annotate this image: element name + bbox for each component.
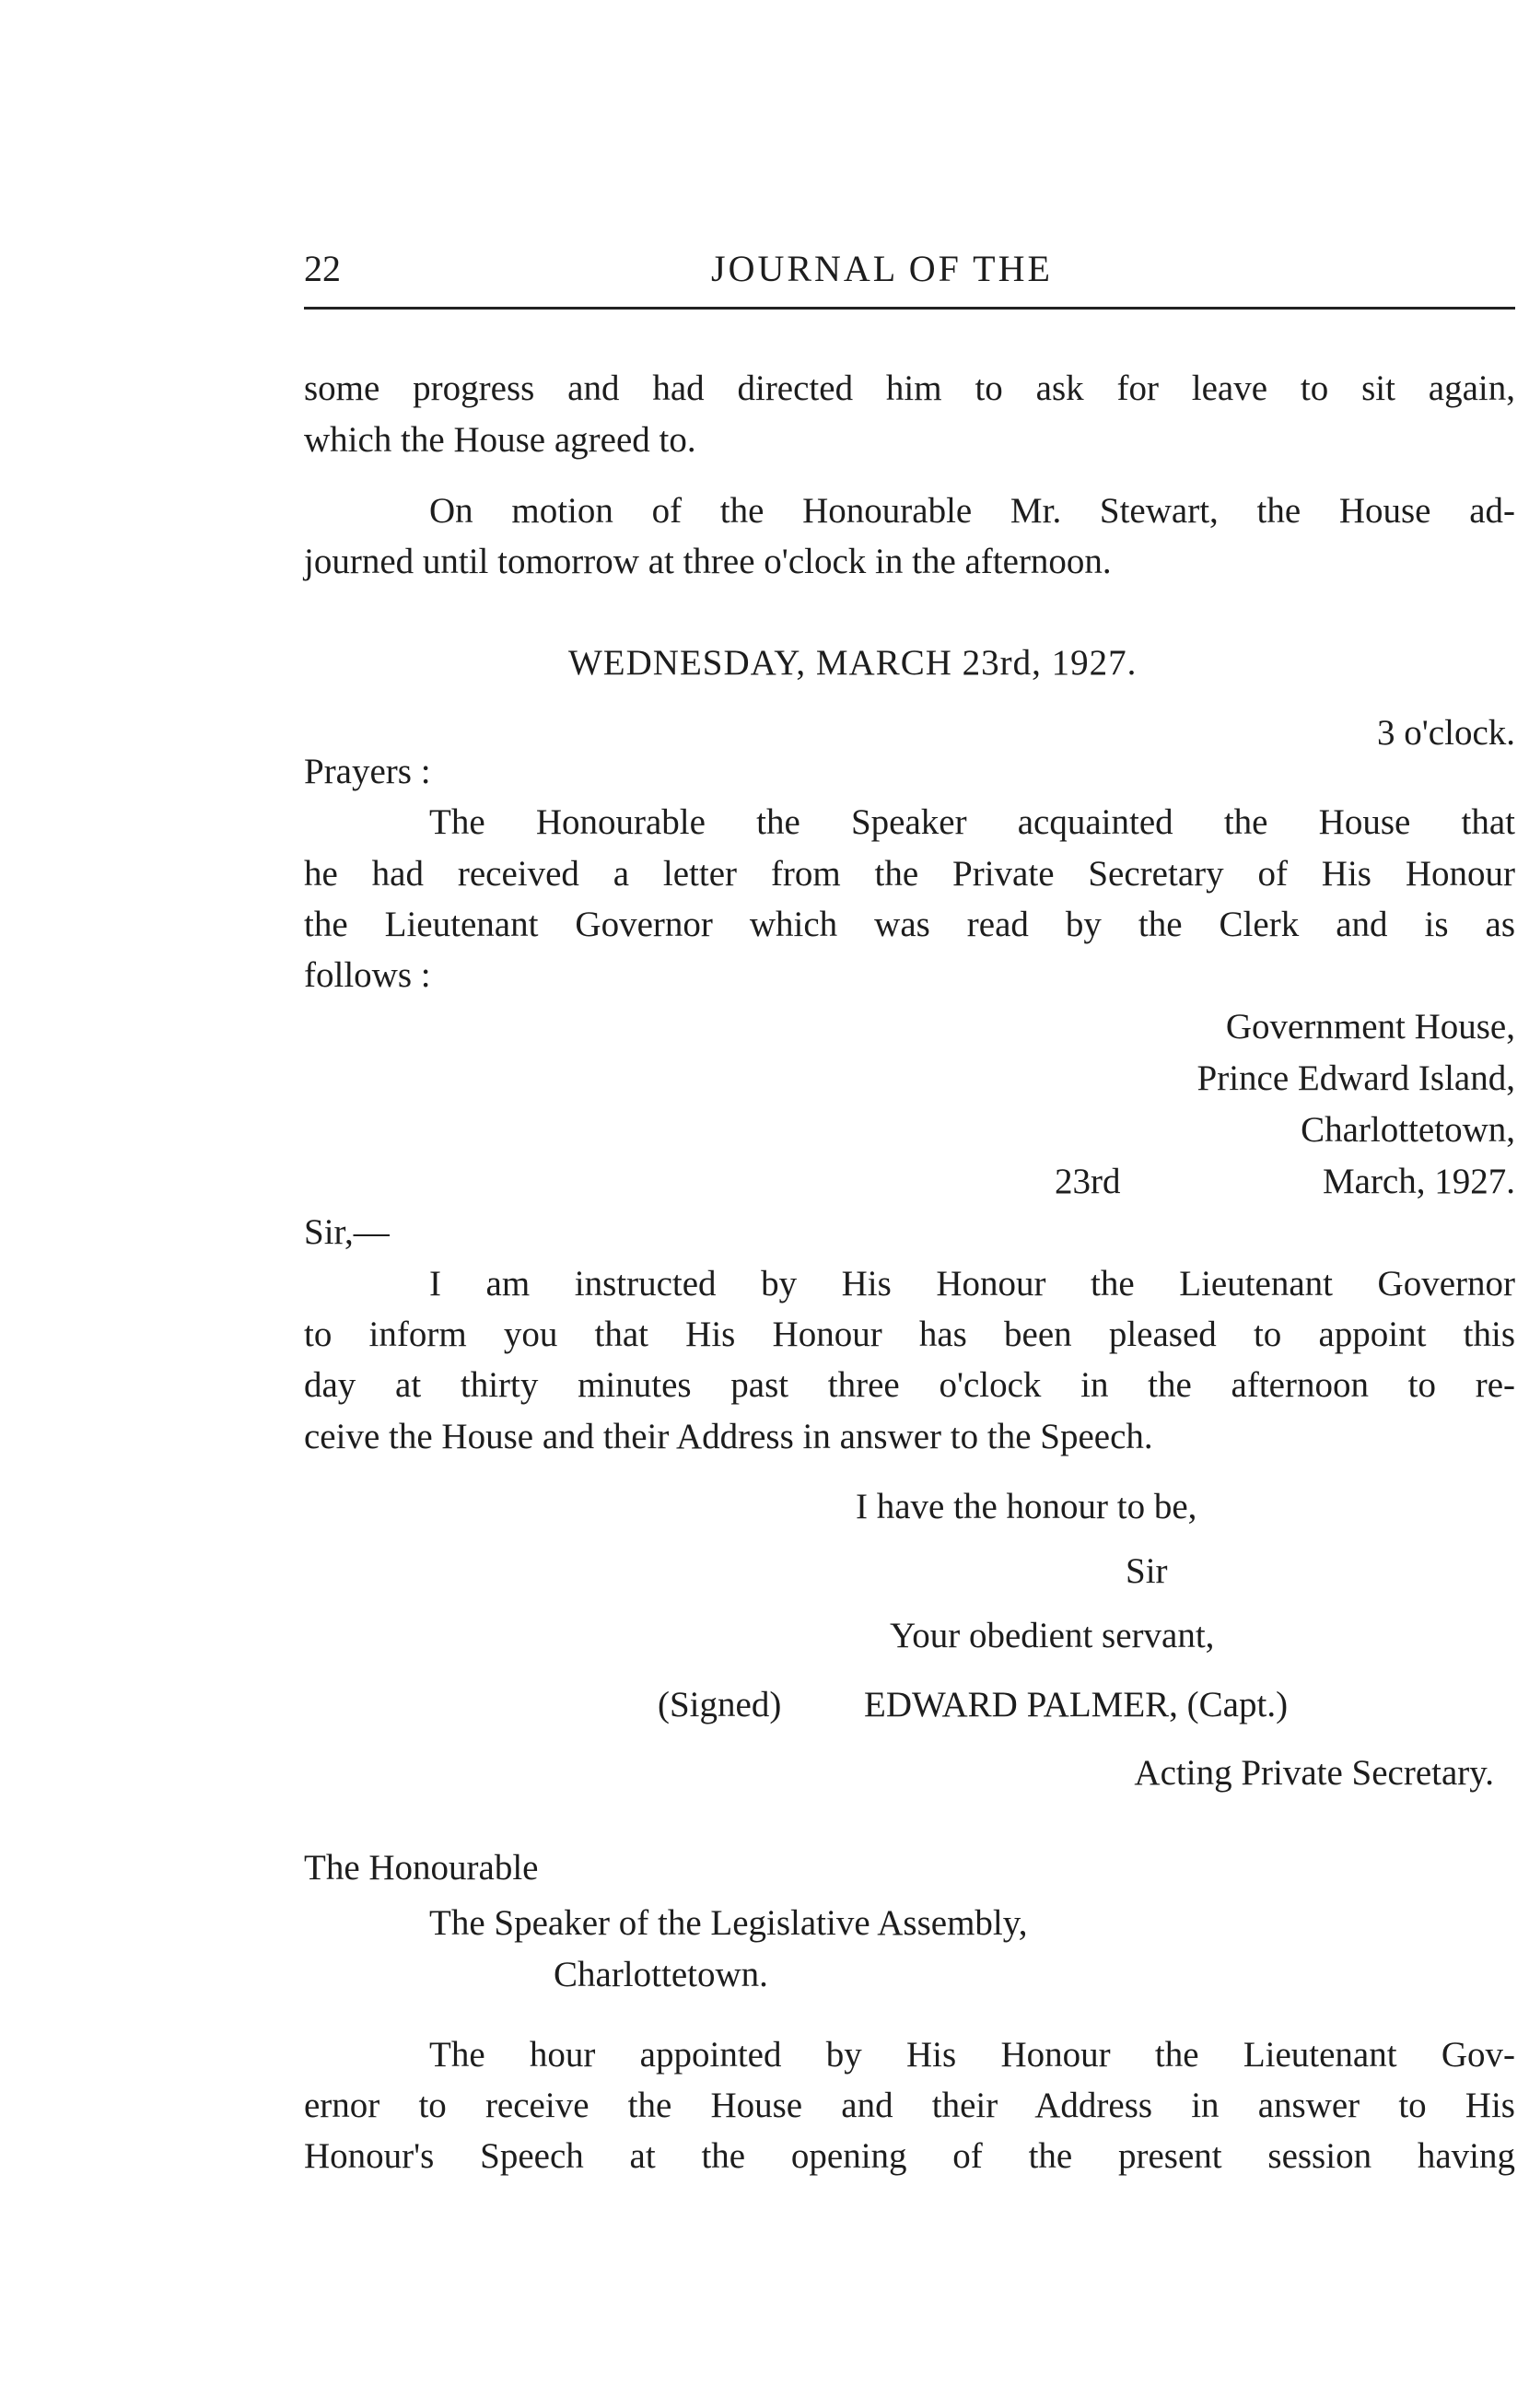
letter-address-line-2: Prince Edward Island, — [1196, 1058, 1515, 1098]
page-number: 22 — [304, 248, 341, 289]
closing-paragraph-line-3: Honour's Speech at the opening of the present session having — [304, 2136, 1515, 2176]
letter-closing-line-3: Your obedient servant, — [890, 1616, 1215, 1655]
letter-body-line-1: I am instructed by His Honour the Lieutenant Governor — [429, 1264, 1515, 1303]
letter-signatory: EDWARD PALMER, (Capt.) — [864, 1685, 1289, 1724]
letter-body-line-3: day at thirty minutes past three o'clock in the afternoon to re- — [304, 1365, 1515, 1405]
motion-line-2: journed until tomorrow at three o'clock in the afternoon. — [304, 542, 1112, 581]
signed-label: (Signed) — [658, 1685, 782, 1724]
recipient-line-2: The Speaker of the Legislative Assembly, — [429, 1903, 1028, 1943]
letter-body-line-4: ceive the House and their Address in answer to the Speech. — [304, 1417, 1153, 1456]
session-time: 3 o'clock. — [1377, 713, 1515, 753]
continuation-line-1: some progress and had directed him to ask for leave to sit again, — [304, 368, 1515, 408]
letter-closing-line-2: Sir — [1126, 1551, 1168, 1591]
letter-address-line-3: Charlottetown, — [1301, 1110, 1515, 1150]
closing-paragraph-line-2: ernor to receive the House and their Address in answer to His — [304, 2086, 1515, 2125]
letter-date-month-year: March, 1927. — [1322, 1162, 1515, 1201]
prayers-label: Prayers : — [304, 752, 431, 791]
letter-body-line-2: to inform you that His Honour has been pleased to appoint this — [304, 1315, 1515, 1354]
letter-closing-line-1: I have the honour to be, — [856, 1487, 1197, 1526]
journal-page — [304, 0, 1515, 2408]
session-date-heading: WEDNESDAY, MARCH 23rd, 1927. — [568, 643, 1138, 683]
speaker-line-1: The Honourable the Speaker acquainted the House that — [429, 802, 1515, 842]
closing-paragraph-line-1: The hour appointed by His Honour the Lieutenant Gov- — [429, 2035, 1515, 2075]
continuation-line-2: which the House agreed to. — [304, 420, 696, 460]
letter-signatory-title: Acting Private Secretary. — [1134, 1753, 1494, 1793]
motion-line-1: On motion of the Honourable Mr. Stewart, the House ad- — [429, 491, 1515, 531]
recipient-line-3: Charlottetown. — [554, 1955, 768, 1994]
letter-date-day: 23rd — [1055, 1162, 1121, 1201]
recipient-line-1: The Honourable — [304, 1848, 539, 1888]
letter-address-line-1: Government House, — [1225, 1007, 1515, 1046]
running-header-title: JOURNAL OF THE — [711, 248, 1053, 289]
letter-salutation: Sir,— — [304, 1212, 390, 1252]
speaker-line-2: he had received a letter from the Private Secretary of His Honour — [304, 854, 1515, 894]
speaker-line-3: the Lieutenant Governor which was read by the Clerk and is as — [304, 905, 1515, 944]
header-rule — [304, 307, 1515, 310]
speaker-line-4: follows : — [304, 955, 431, 995]
